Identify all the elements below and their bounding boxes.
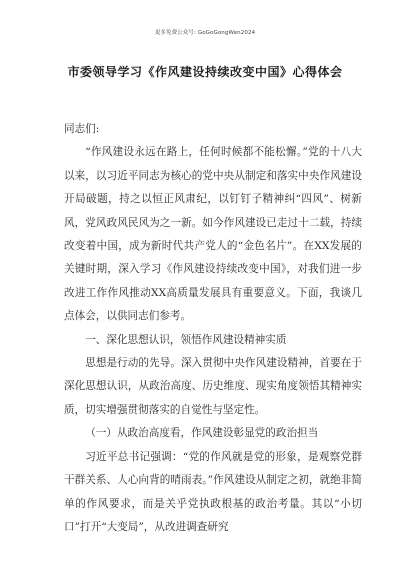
section-heading: 一、深化思想认识，领悟作风建设精神实质 xyxy=(85,333,287,346)
body-paragraph: 习近平总书记强调：“党的作风就是党的形象，是观察党群干群关系、人心向背的晴雨表。”作风建设从制定之初，就绝非简单的作风要求，而是关乎党执政根基的政治考量。其以“小切口”打开“大变局”，从改进调查研究 xyxy=(64,450,362,533)
body-paragraph: 思想是行动的先导。深入贯彻中央作风建设精神，首要在于深化思想认识，从政治高度、历史维度、现实角度领悟其精神实质，切实增强贯彻落实的自觉性与坚定性。 xyxy=(64,357,362,416)
header-watermark: 更多免费公众号: GoGoGongWen2024 xyxy=(154,30,256,36)
document-title: 市委领导学习《作风建设持续改变中国》心得体会 xyxy=(67,65,343,79)
document-body xyxy=(64,118,362,539)
subsection-heading: （一）从政治高度看，作风建设彰显党的政治担当 xyxy=(85,427,319,440)
salutation: 同志们: xyxy=(64,123,100,135)
body-paragraph: “作风建设永远在路上，任何时候都不能松懈。”党的十八大以来，以习近平同志为核心的党中央从制定和落实中央作风建设开局破题，持之以恒正风肃纪，以钉钉子精神纠“四风”、树新风，党风政风民风为之一新。如今作风建设已走过十二载，持续改变着中国，成为新时代共产党人的“金色名片”。在XX发展的关键时期，深入学习《作风建设持续改变中国》，对我们进一步改进工作作风推动XX高质量发展具有重要意义。下面，我谈几点体会，以供同志们参考。 xyxy=(64,146,362,323)
